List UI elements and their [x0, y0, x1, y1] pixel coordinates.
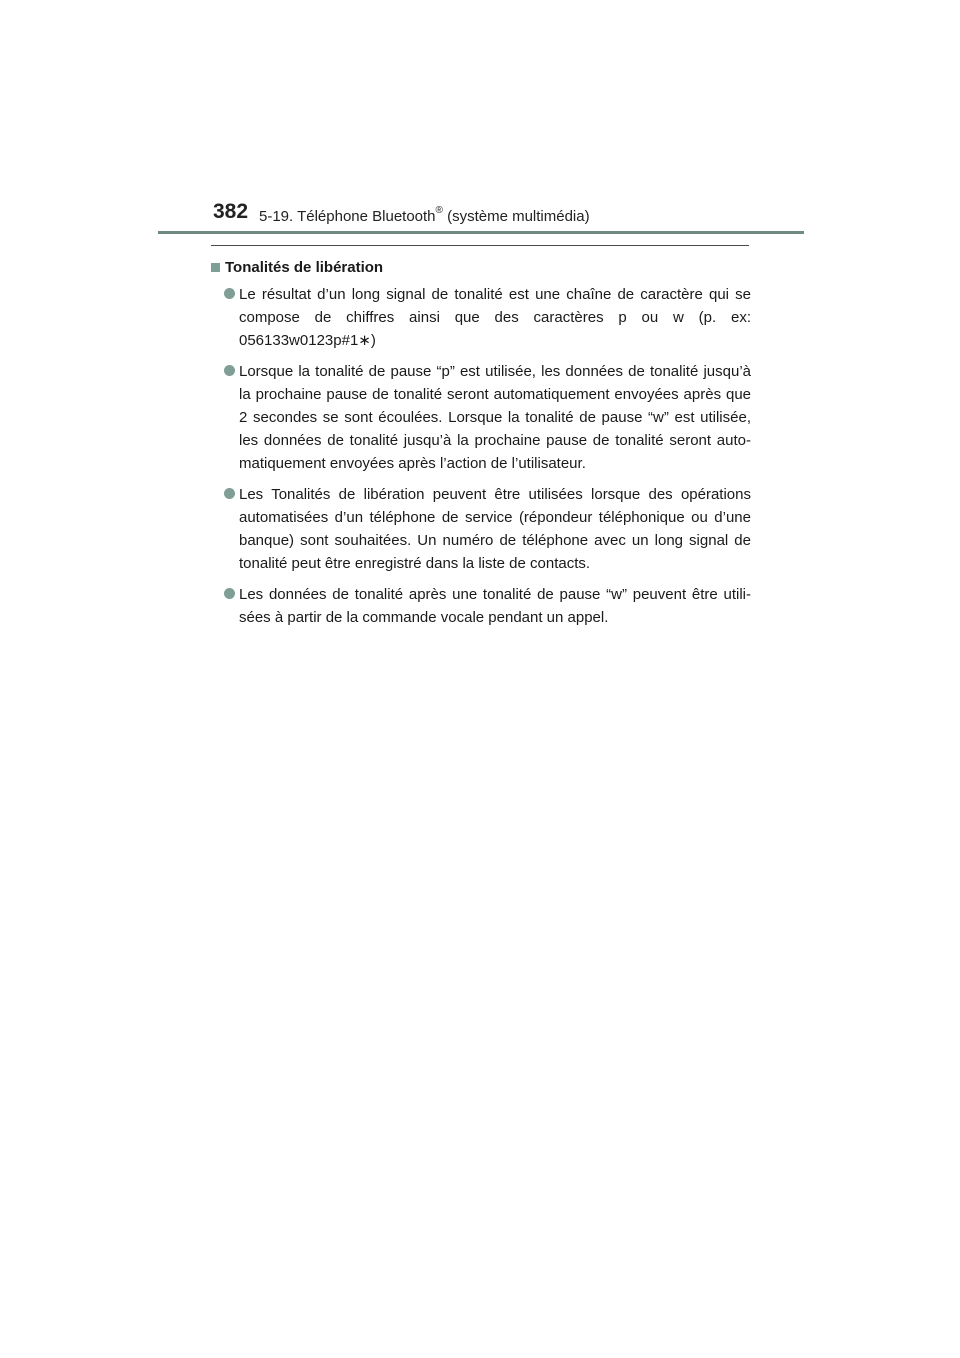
list-item [211, 483, 751, 575]
header-divider [158, 231, 804, 234]
bullet-list [211, 283, 751, 629]
circle-bullet-icon [224, 365, 235, 376]
list-item [211, 360, 751, 475]
bullet-text: Le résultat d’un long signal de tonalité est une chaîne de caractère qui se compose de chiffres ainsi que des caractères p ou w (p. ex: 056133w0123p#1∗) [239, 286, 751, 349]
bullet-text: Les Tonalités de libération peuvent être utilisées lorsque des opérations automatisées d’un téléphone de service (répondeur téléphonique ou d’une banque) sont souhaitées. Un numéro de téléphone avec un long signal de tonalité peut être enregistré dans la liste de contacts. [239, 486, 751, 572]
circle-bullet-icon [224, 588, 235, 599]
page-header [0, 0, 960, 240]
chapter-title-main: 5-19. Téléphone Bluetooth [259, 208, 436, 225]
bullet-text: Lorsque la tonalité de pause “p” est utilisée, les données de tonalité jusqu’à la prochaine pause de tonalité seront automatiquement envoyées après que 2 secondes se sont écoulées. Lorsque la tonalité de pause “w” est utilisée, les données de tonalité jusqu’à la prochaine pause de tonalité seront auto-matiquement envoyées après l’action de l’utilisateur. [239, 363, 751, 472]
bullet-text: Les données de tonalité après une tonalité de pause “w” peuvent être utili-sées à partir de la commande vocale pendant un appel. [239, 586, 751, 626]
page-content [211, 256, 751, 637]
chapter-title [259, 207, 590, 225]
section-heading [211, 256, 751, 279]
page-number: 382 [213, 200, 249, 223]
square-icon [211, 263, 220, 272]
section-divider [211, 245, 749, 246]
registered-mark: ® [435, 205, 443, 216]
circle-bullet-icon [224, 488, 235, 499]
chapter-title-suffix: (système multimédia) [442, 208, 590, 225]
list-item [211, 283, 751, 352]
section-title: Tonalités de libération [225, 259, 384, 276]
circle-bullet-icon [224, 288, 235, 299]
list-item [211, 583, 751, 629]
